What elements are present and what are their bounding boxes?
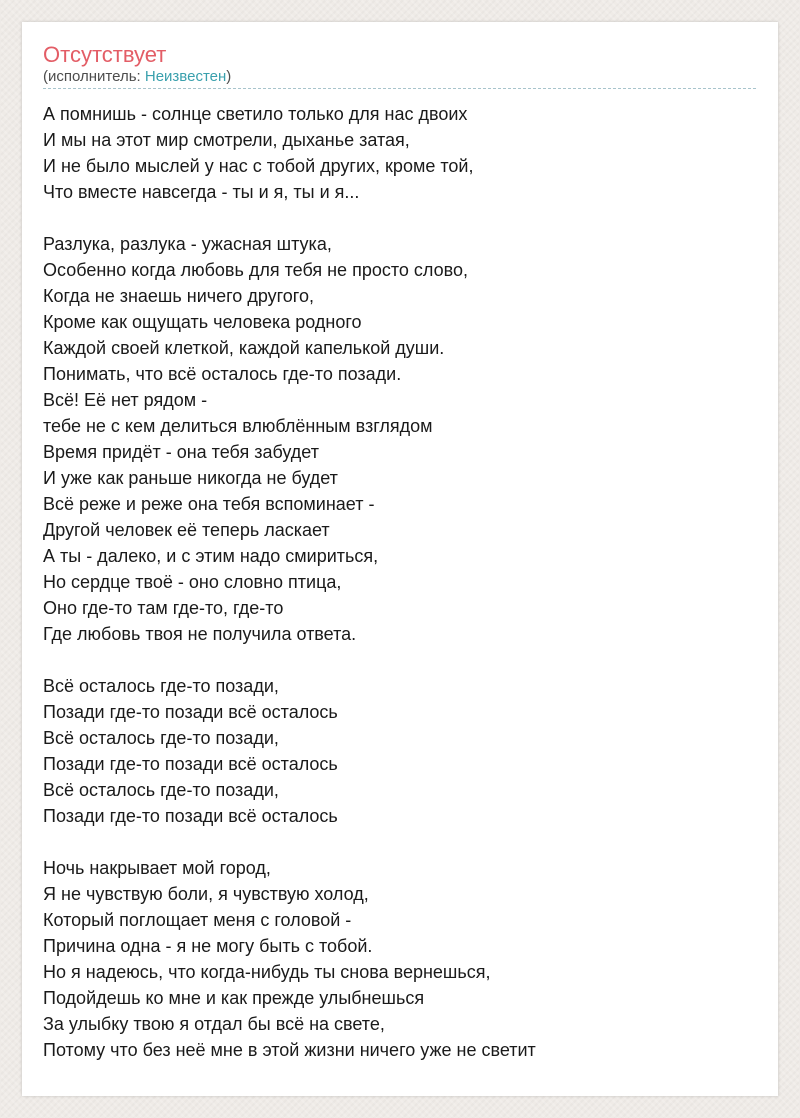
lyrics-line: Разлука, разлука - ужасная штука, — [43, 234, 332, 254]
lyrics-line: Я не чувствую боли, я чувствую холод, — [43, 884, 369, 904]
lyrics-line: Что вместе навсегда - ты и я, ты и я... — [43, 182, 360, 202]
artist-link[interactable]: Неизвестен — [144, 68, 227, 85]
lyrics-line: А помнишь - солнце светило только для нас двоих — [43, 104, 468, 124]
lyrics-line: Потому что без неё мне в этой жизни ничего уже не светит — [43, 1040, 536, 1060]
lyrics-stanza — [43, 673, 756, 829]
lyrics-line: Ночь накрывает мой город, — [43, 858, 271, 878]
lyrics-line: А ты - далеко, и с этим надо смириться, — [43, 546, 379, 566]
lyrics-line: Позади где-то позади всё осталось — [43, 702, 338, 722]
artist-prefix: (исполнитель: — [43, 68, 145, 85]
lyrics-line: Время придёт - она тебя забудет — [43, 442, 319, 462]
artist-suffix: ) — [226, 68, 232, 85]
lyrics-line: Позади где-то позади всё осталось — [43, 806, 338, 826]
lyrics-card — [22, 22, 778, 1096]
artist-line — [43, 68, 756, 89]
lyrics-line: Всё осталось где-то позади, — [43, 676, 279, 696]
lyrics-line: Всё осталось где-то позади, — [43, 780, 279, 800]
lyrics-line: Каждой своей клеткой, каждой капелькой души. — [43, 338, 445, 358]
lyrics-line: И мы на этот мир смотрели, дыханье затая, — [43, 130, 410, 150]
lyrics-line: Кроме как ощущать человека родного — [43, 312, 362, 332]
lyrics-line: Когда не знаешь ничего другого, — [43, 286, 314, 306]
lyrics-line: Но я надеюсь, что когда-нибудь ты снова вернешься, — [43, 962, 491, 982]
song-title: Отсутствует — [43, 42, 167, 67]
lyrics-line: За улыбку твою я отдал бы всё на свете, — [43, 1014, 385, 1034]
lyrics-line: Всё осталось где-то позади, — [43, 728, 279, 748]
lyrics-line: Но сердце твоё - оно словно птица, — [43, 572, 342, 592]
lyrics-line: И не было мыслей у нас с тобой других, кроме той, — [43, 156, 474, 176]
lyrics-line: Другой человек её теперь ласкает — [43, 520, 330, 540]
lyrics-line: Который поглощает меня с головой - — [43, 910, 352, 930]
lyrics-line: Где любовь твоя не получила ответа. — [43, 624, 357, 644]
lyrics-line: Оно где-то там где-то, где-то — [43, 598, 284, 618]
lyrics-text — [43, 101, 756, 1063]
lyrics-line: тебе не с кем делиться влюблённым взглядом — [43, 416, 433, 436]
lyrics-line: И уже как раньше никогда не будет — [43, 468, 338, 488]
lyrics-line: Позади где-то позади всё осталось — [43, 754, 338, 774]
lyrics-line: Понимать, что всё осталось где-то позади. — [43, 364, 402, 384]
lyrics-stanza — [43, 855, 756, 1063]
lyrics-stanza — [43, 101, 756, 205]
lyrics-line: Особенно когда любовь для тебя не просто слово, — [43, 260, 468, 280]
lyrics-line: Причина одна - я не могу быть с тобой. — [43, 936, 373, 956]
lyrics-line: Всё реже и реже она тебя вспоминает - — [43, 494, 375, 514]
lyrics-stanza — [43, 231, 756, 647]
lyrics-line: Всё! Её нет рядом - — [43, 390, 208, 410]
lyrics-line: Подойдешь ко мне и как прежде улыбнешься — [43, 988, 425, 1008]
